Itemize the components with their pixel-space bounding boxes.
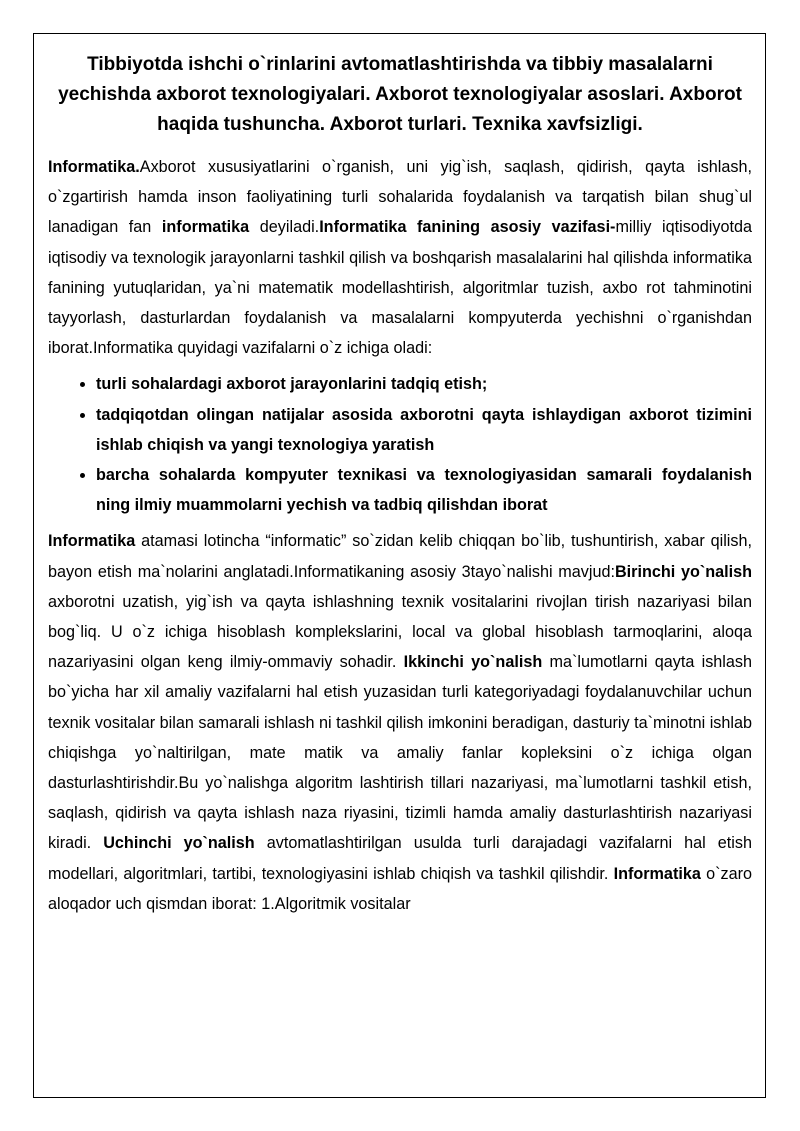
paragraph-text: milliy iqtisodiyotda iqtisodiy va texnologik jarayonlarni tashkil qilish va boshqarish masalalarini hal qilishda informatika fanining yutuqlaridan, ya`ni matematik modellashtirish, algoritmlar tuzish, axbo rot tahminotini tayyorlash, dasturlardan foydalanish va masalalarni kompyuterda yechishni o`rganishdan iborat.Informatika quyidagi vazifalarni o`z ichiga oladi: [48,218,753,358]
paragraph-text: o`zaro aloqador uch qismdan iborat: 1.Algoritmik vositalar [48,864,752,913]
term-main-task: Informatika fanining asosiy vazifasi- [319,218,616,237]
document-title: Tibbiyotda ishchi o`rinlarini avtomatlashtirishda va tibbiy masalalarni yechishda axborot texnologiyalari. Axborot texnologiyalar asoslari. Axborot haqida tushuncha. Axborot turlari. Texnika xavfsizligi. [58,54,742,135]
list-item: • tadqiqotdan olingan natijalar asosida axborotni qayta ishlaydigan axborot tizimini ishlab chiqish va yangi texnologiya yaratish [96,400,752,460]
paragraph-text: atamasi lotincha “informatic” so`zidan kelib chiqqan bo`lib, tushuntirish, xabar qilish, bayon etish ma`nolarini anglatadi.Informatikaning asosiy 3tayo`nalishi mavjud: [48,532,752,581]
list-item: • barcha sohalarda kompyuter texnikasi va texnologiyasidan samarali foydalanish ning ilmiy muammolarni yechish va tadbiq qilishdan iborat [96,460,752,520]
term-informatika: informatika [161,218,250,237]
term-informatika: Informatika [613,864,701,883]
paragraph-text: Axborot xususiyatlarini o`rganish, uni yig`ish, saqlash, qidirish, qayta ishlash, o`zgartirish hamda inson faoliyatining turli sohalarida foydalanish va tarqatish bilan shug`ul lanadigan fan [48,158,752,237]
paragraph-informatika-definition [48,152,752,363]
paragraph-text: deyiladi. [249,218,320,237]
task-list [48,369,752,520]
term-third-direction: Uchinchi yo`nalish [103,834,255,853]
document-body [48,44,752,919]
paragraph-text: ma`lumotlarni qayta ishlash bo`yicha har xil amaliy vazifalarni hal etish yuzasidan turli kategoriyadagi foydalanuvchilar uchun texnik vositalar bilan samarali ishlash ni tashkil qilish imkonini beradigan, dasturiy ta`minotni ishlab chiqishga yo`naltirilgan, mate matik va amaliy fanlar kopleksini o`z ichiga olgan dasturlashtirishdir.Bu yo`nalishga algoritm lashtirish tillari nazariyasi, ma`lumotlarni tashkil etish, saqlash, qidirish va qayta ishlash naza riyasini, tizimli hamda amaliy dasturlashtirish nazariyasi kiradi. [48,653,752,853]
term-informatika: Informatika. [48,158,140,176]
term-second-direction: Ikkinchi yo`nalish [403,653,543,672]
term-informatika: Informatika [48,532,136,551]
term-first-direction: Birinchi yo`nalish [614,562,752,581]
list-item: • turli sohalardagi axborot jarayonlarini tadqiq etish; [96,369,752,399]
paragraph-text: avtomatlashtirilgan usulda turli darajadagi vazifalarni hal etish modellari, algoritmlari, tartibi, texnologiyasini ishlab chiqish va tashkil qilishdir. [48,834,752,883]
paragraph-directions [48,526,752,919]
paragraph-text: axborotni uzatish, yig`ish va qayta ishlashning texnik vositalarini rivojlan tirish nazariyasi bilan bog`liq. U o`z ichiga hisoblash komplekslarini, local va global hisoblash tarmoqlarini, aloqa nazariyasini olgan keng ilmiy-ommaviy sohadir. [48,592,752,672]
